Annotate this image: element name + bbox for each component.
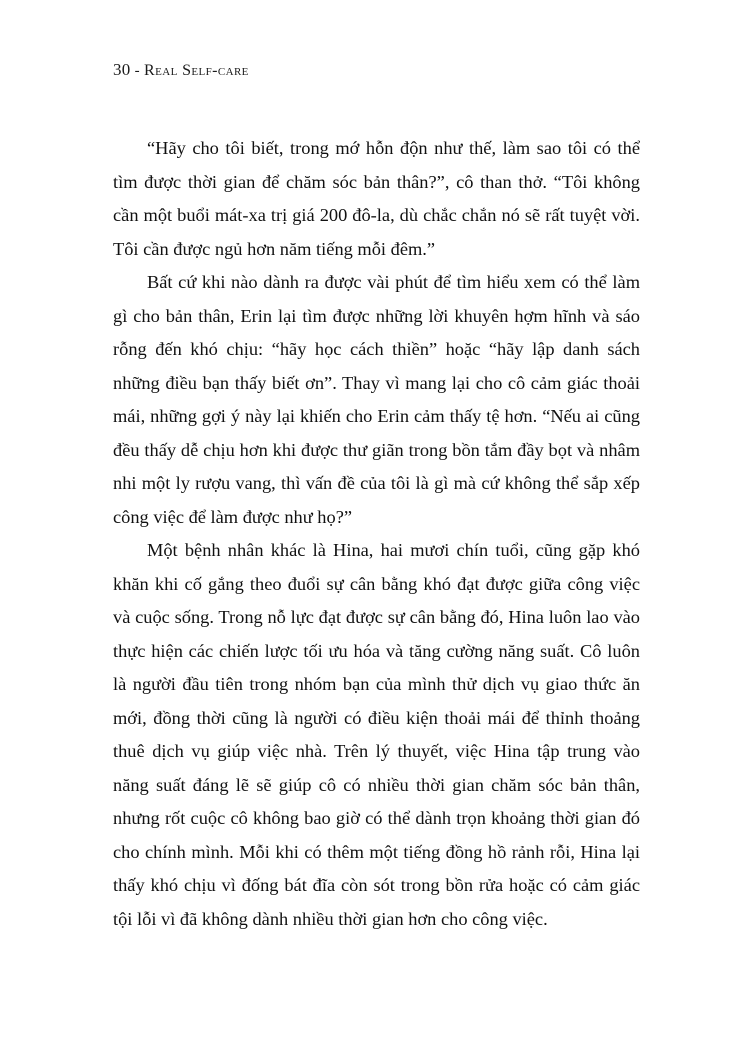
page-number: 30 [113, 60, 131, 79]
book-title: Real Self-care [144, 62, 249, 79]
running-head-separator: - [134, 63, 140, 79]
paragraph: “Hãy cho tôi biết, trong mớ hỗn độn như thế, làm sao tôi có thể tìm được thời gian để chăm sóc bản thân?”, cô than thở. “Tôi không cần một buổi mát-xa trị giá 200 đô-la, dù chắc chắn nó sẽ rất tuyệt vời. Tôi cần được ngủ hơn năm tiếng mỗi đêm.” [113, 138, 640, 259]
body-text [113, 132, 640, 936]
paragraph: Một bệnh nhân khác là Hina, hai mươi chín tuổi, cũng gặp khó khăn khi cố gắng theo đuổi sự cân bằng khó đạt được giữa công việc và cuộc sống. Trong nỗ lực đạt được sự cân bằng đó, Hina luôn lao vào thực hiện các chiến lược tối ưu hóa và tăng cường năng suất. Cô luôn là người đầu tiên trong nhóm bạn của mình thử dịch vụ giao thức ăn mới, đồng thời cũng là người có điều kiện thoải mái để thỉnh thoảng thuê dịch vụ giúp việc nhà. Trên lý thuyết, việc Hina tập trung vào năng suất đáng lẽ sẽ giúp cô có nhiều thời gian chăm sóc bản thân, nhưng rốt cuộc cô không bao giờ có thể dành trọn khoảng thời gian đó cho chính mình. Mỗi khi có thêm một tiếng đồng hồ rảnh rỗi, Hina lại thấy khó chịu vì đống bát đĩa còn sót trong bồn rửa hoặc có cảm giác tội lỗi vì đã không dành nhiều thời gian hơn cho công việc. [113, 540, 640, 929]
paragraph: Bất cứ khi nào dành ra được vài phút để tìm hiểu xem có thể làm gì cho bản thân, Erin lại tìm được những lời khuyên hợm hĩnh và sáo rỗng đến khó chịu: “hãy học cách thiền” hoặc “hãy lập danh sách những điều bạn thấy biết ơn”. Thay vì mang lại cho cô cảm giác thoải mái, những gợi ý này lại khiến cho Erin cảm thấy tệ hơn. “Nếu ai cũng đều thấy dễ chịu hơn khi được thư giãn trong bồn tắm đầy bọt và nhâm nhi một ly rượu vang, thì vấn đề của tôi là gì mà cứ không thể sắp xếp công việc để làm được như họ?” [113, 272, 640, 527]
page-content [113, 60, 640, 936]
running-head [113, 60, 640, 80]
